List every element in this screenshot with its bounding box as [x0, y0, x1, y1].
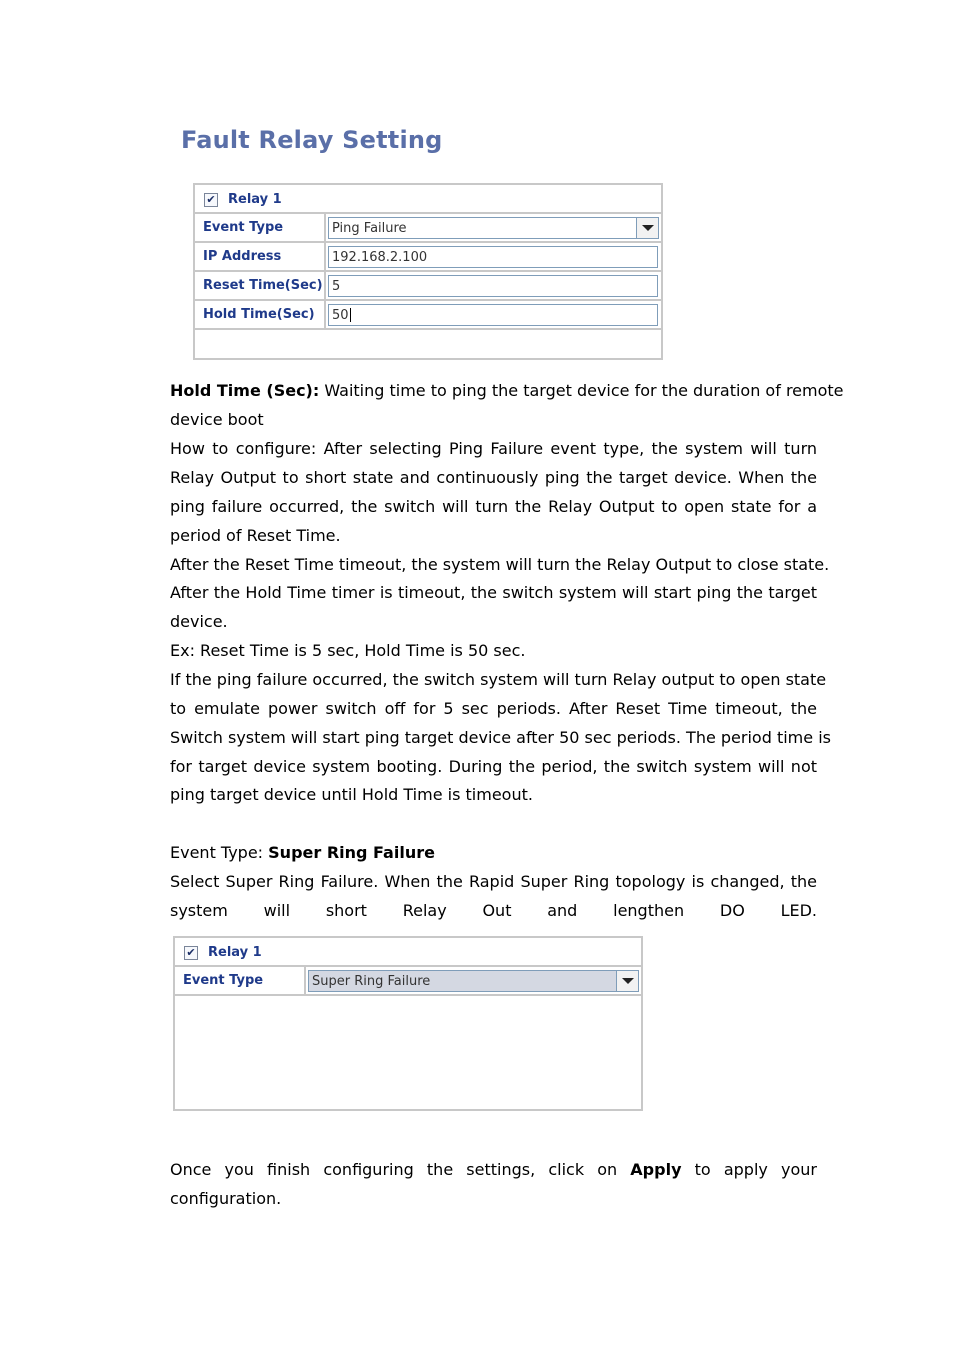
event-type-selected-value: Super Ring Failure: [312, 973, 431, 989]
select-line-1: Select Super Ring Failure. When the Rapid Super Ring topology is changed, the: [170, 872, 817, 891]
relay-row: [175, 938, 641, 967]
event-type-select[interactable]: [308, 970, 639, 992]
if-line-1: If the ping failure occurred, the switch system will turn Relay output to open state: [170, 670, 827, 689]
event-type-prefix: Event Type:: [170, 843, 269, 862]
relay-label: Relay 1: [208, 945, 262, 960]
relay-checkbox[interactable]: ✔: [184, 946, 198, 960]
after-reset-line: After the Reset Time timeout, the system will turn the Relay Output to close state.: [170, 555, 830, 574]
example-line: Ex: Reset Time is 5 sec, Hold Time is 50 sec.: [170, 641, 526, 660]
event-type-label: Event Type: [175, 967, 306, 996]
event-type-row: [195, 214, 661, 243]
hold-time-input[interactable]: [328, 304, 658, 326]
fault-relay-panel-ping: [193, 183, 663, 360]
ip-address-input[interactable]: 192.168.2.100: [328, 246, 658, 268]
ip-address-cell: [326, 243, 661, 272]
reset-time-input[interactable]: 5: [328, 275, 658, 297]
how-line-4: period of Reset Time.: [170, 526, 341, 545]
how-line-2: Relay Output to short state and continuously ping the target device. When the: [170, 468, 817, 487]
event-type-name: Super Ring Failure: [268, 843, 435, 862]
hold-time-term: Hold Time (Sec):: [170, 381, 320, 400]
event-type-select[interactable]: [328, 217, 659, 239]
hold-time-value: 50: [332, 307, 349, 323]
relay-checkbox[interactable]: ✔: [204, 193, 218, 207]
how-line-1: How to configure: After selecting Ping Failure event type, the system will turn: [170, 439, 817, 458]
event-type-heading: [170, 838, 817, 867]
event-type-row: [175, 967, 641, 996]
how-line-3: ping failure occurred, the switch will turn the Relay Output to open state for a: [170, 497, 817, 516]
after-hold-line-1: After the Hold Time timer is timeout, the switch system will start ping the target: [170, 583, 817, 602]
event-type-cell: [326, 214, 661, 243]
fault-relay-panel-super-ring: [173, 936, 643, 1111]
text-cursor: [350, 308, 351, 322]
after-hold-line-2: device.: [170, 612, 228, 631]
event-type-label: Event Type: [195, 214, 326, 243]
hold-time-desc: Waiting time to ping the target device for the duration of remote: [319, 381, 844, 400]
event-type-cell: [306, 967, 641, 996]
if-line-2: to emulate power switch off for 5 sec periods. After Reset Time timeout, the: [170, 699, 817, 718]
hold-time-line-1: [170, 376, 844, 405]
select-line-2: system will short Relay Out and lengthen DO LED.: [170, 901, 817, 920]
once-prefix: Once you finish configuring the settings, click on: [170, 1160, 631, 1179]
relay-label: Relay 1: [228, 192, 282, 207]
apply-word: Apply: [630, 1160, 682, 1179]
chevron-down-icon[interactable]: [616, 971, 638, 991]
event-type-selected-value: Ping Failure: [332, 220, 407, 236]
if-line-4: for target device system booting. During the period, the switch system will not: [170, 757, 817, 776]
page-title: Fault Relay Setting: [181, 126, 443, 154]
hold-time-line-2: device boot: [170, 410, 264, 429]
once-line-2: configuration.: [170, 1189, 282, 1208]
relay-row: [195, 185, 661, 214]
reset-time-cell: [326, 272, 661, 301]
hold-time-label: Hold Time(Sec): [195, 301, 326, 330]
chevron-down-icon[interactable]: [636, 218, 658, 238]
once-suffix: to apply your: [681, 1160, 817, 1179]
ip-address-label: IP Address: [195, 243, 326, 272]
reset-time-row: [195, 272, 661, 301]
reset-time-label: Reset Time(Sec): [195, 272, 326, 301]
hold-time-cell: [326, 301, 661, 330]
ip-address-row: [195, 243, 661, 272]
if-line-5: ping target device until Hold Time is timeout.: [170, 785, 533, 804]
hold-time-row: [195, 301, 661, 330]
once-line-1: [170, 1155, 817, 1184]
if-line-3: Switch system will start ping target device after 50 sec periods. The period time is: [170, 728, 831, 747]
